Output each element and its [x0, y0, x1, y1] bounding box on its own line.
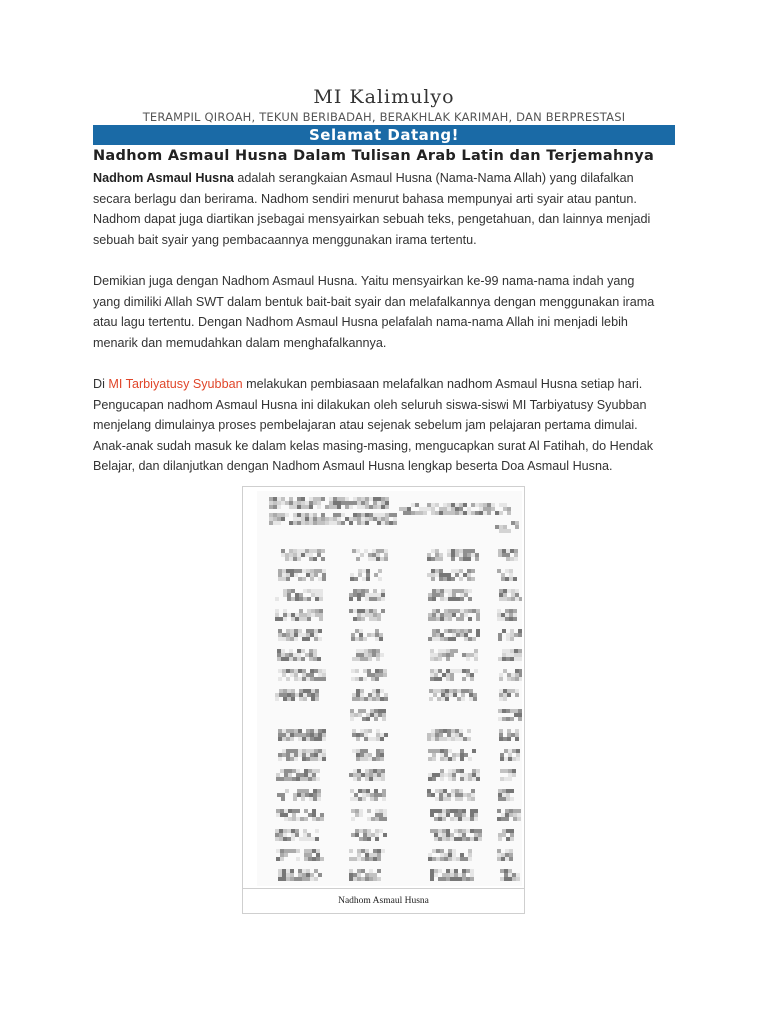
blog-title[interactable]: MI Kalimulyo: [313, 86, 455, 108]
paragraph-demikian: Demikian juga dengan Nadhom Asmaul Husna. Yaitu mensyairkan ke-99 nama-nama indah yang yang dimiliki Allah SWT dalam bentuk bait-bait syair dan melafalkannya dengan menggunakan irama atau lagu tertentu. Dengan Nadhom Asmaul Husna pelafalah nama-nama Allah ini menjadi lebih menarik dan memudahkan dalam menghafalkannya.: [93, 273, 655, 350]
welcome-banner: Selamat Datang!: [93, 125, 675, 145]
madrasah-link[interactable]: MI Tarbiyatusy Syubban: [108, 376, 243, 391]
paragraph-madrasah: [93, 374, 663, 477]
intro-text: adalah serangkaian Asmaul Husna (Nama-Nama Allah) yang dilafalkan secara berlagu dan berirama. Nadhom sendiri menurut bahasa mempunyai arti syair atau pantun. Nadhom dapat juga diartikan jsebagai mensyairkan sebuah teks, pengetahuan, dan lainnya menjadi sebuah bait syair yang pembacaannya menggunakan irama tertentu.: [93, 171, 651, 247]
nadhom-arabic-text-image: [257, 491, 522, 886]
blog-description: TERAMPIL QIROAH, TEKUN BERIBADAH, BERAKHLAK KARIMAH, DAN BERPRESTASI: [142, 110, 626, 124]
madrasah-text: melakukan pembiasaan melafalkan nadhom Asmaul Husna setiap hari. Pengucapan nadhom Asmaul Husna ini dilakukan oleh seluruh siswa-siswi MI Tarbiyatusy Syubban menjelang dimulainya proses pembelajaran atau sejenak sebelum jam pelajaran pertama dimulai. Anak-anak sudah masuk ke dalam kelas masing-masing, mengucapkan surat Al Fatihah, do Hendak Belajar, dan dilanjutkan dengan Nadhom Asmaul Husna lengkap beserta Doa Asmaul Husna.: [93, 376, 654, 474]
post-title[interactable]: Nadhom Asmaul Husna Dalam Tulisan Arab Latin dan Terjemahnya: [93, 148, 655, 164]
figure-caption: Nadhom Asmaul Husna: [243, 888, 524, 913]
paragraph-intro: [93, 168, 663, 250]
intro-bold-term: Nadhom Asmaul Husna: [93, 171, 234, 185]
nadhom-image[interactable]: [257, 491, 522, 886]
madrasah-prefix: Di: [93, 376, 109, 391]
figure-nadhom: [242, 486, 525, 914]
post-body: [93, 168, 663, 498]
